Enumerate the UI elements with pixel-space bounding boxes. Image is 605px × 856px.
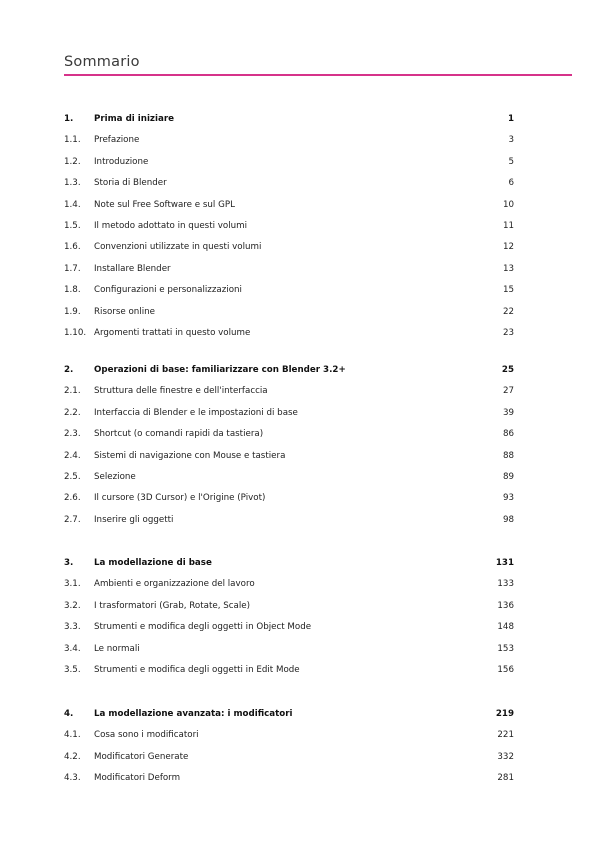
entry-number: 3.4. <box>64 643 81 654</box>
entry-page-number: 23 <box>502 328 514 338</box>
toc-entry[interactable] <box>64 728 514 742</box>
entry-title: Strumenti e modifica degli oggetti in Object Mode <box>94 622 312 633</box>
toc-entry[interactable] <box>64 449 514 463</box>
toc-entry[interactable] <box>64 326 514 340</box>
entry-number: 2.7. <box>64 514 81 525</box>
toc-entry[interactable] <box>64 406 514 420</box>
toc-entry[interactable] <box>64 262 514 276</box>
page-title: Sommario <box>64 54 140 70</box>
entry-number: 2.2. <box>64 407 81 418</box>
entry-title: Cosa sono i modificatori <box>94 730 199 741</box>
entry-page-number: 89 <box>502 472 514 482</box>
entry-number: 1.7. <box>64 263 81 274</box>
toc-entry[interactable] <box>64 155 514 169</box>
entry-title: Selezione <box>94 472 136 482</box>
toc-entry[interactable] <box>64 599 514 613</box>
entry-page-number: 93 <box>502 493 514 504</box>
entry-title: Interfaccia di Blender e le impostazioni di base <box>94 407 298 418</box>
section-page-number: 1 <box>507 114 514 124</box>
entry-page-number: 12 <box>502 242 514 253</box>
entry-number: 4.1. <box>64 730 81 741</box>
entry-number: 3.2. <box>64 600 81 611</box>
section-title: La modellazione di base <box>94 558 212 568</box>
toc-entry[interactable] <box>64 577 514 591</box>
entry-title: Le normali <box>94 643 140 654</box>
toc-entry[interactable] <box>64 470 514 484</box>
section-title: Prima di iniziare <box>94 114 175 124</box>
entry-page-number: 156 <box>497 665 514 675</box>
entry-page-number: 332 <box>497 751 514 762</box>
toc-entry[interactable] <box>64 750 514 764</box>
section-title: La modellazione avanzata: i modificatori <box>94 709 293 719</box>
toc-entry[interactable] <box>64 384 514 398</box>
entry-number: 2.3. <box>64 429 81 440</box>
entry-page-number: 13 <box>502 263 514 274</box>
toc-entry[interactable] <box>64 133 514 147</box>
entry-title: Ambienti e organizzazione del lavoro <box>94 579 255 590</box>
toc-entry[interactable] <box>64 642 514 656</box>
entry-number: 1.10. <box>64 328 87 338</box>
entry-title: Modificatori Generate <box>94 751 189 762</box>
entry-number: 1.6. <box>64 242 81 253</box>
entry-number: 3.1. <box>64 579 81 590</box>
entry-page-number: 22 <box>502 306 514 317</box>
toc-entry[interactable] <box>64 620 514 634</box>
entry-number: 3.5. <box>64 665 81 675</box>
section-number: 2. <box>64 365 74 375</box>
toc-section-heading[interactable] <box>64 707 514 721</box>
section-title: Operazioni di base: familiarizzare con Blender 3.2+ <box>94 365 346 375</box>
toc-section-heading[interactable] <box>64 363 514 377</box>
toc-entry[interactable] <box>64 219 514 233</box>
toc-entry[interactable] <box>64 663 514 677</box>
entry-number: 1.5. <box>64 221 81 231</box>
toc-entry[interactable] <box>64 240 514 254</box>
entry-number: 1.9. <box>64 306 81 317</box>
toc-entry[interactable] <box>64 198 514 212</box>
entry-title: Prefazione <box>94 135 140 146</box>
entry-title: Inserire gli oggetti <box>94 514 174 525</box>
entry-title: Introduzione <box>94 156 149 167</box>
entry-title: I trasformatori (Grab, Rotate, Scale) <box>94 600 250 611</box>
section-page-number: 25 <box>501 365 514 375</box>
section-page-number: 219 <box>495 709 514 719</box>
entry-page-number: 39 <box>502 407 514 418</box>
entry-page-number: 88 <box>502 450 514 461</box>
entry-number: 1.4. <box>64 199 81 210</box>
entry-title: Modificatori Deform <box>94 773 181 784</box>
toc-entry[interactable] <box>64 283 514 297</box>
section-page-number: 131 <box>495 558 514 568</box>
entry-page-number: 136 <box>497 600 514 611</box>
entry-title: Il cursore (3D Cursor) e l'Origine (Pivot) <box>94 493 266 504</box>
entry-title: Installare Blender <box>94 263 171 274</box>
section-number: 4. <box>64 709 74 719</box>
toc-entry[interactable] <box>64 176 514 190</box>
entry-title: Struttura delle finestre e dell'interfaccia <box>94 386 268 397</box>
toc-section-heading[interactable] <box>64 112 514 126</box>
entry-page-number: 10 <box>502 199 514 210</box>
entry-page-number: 221 <box>497 730 514 741</box>
entry-page-number: 98 <box>502 514 514 525</box>
entry-page-number: 11 <box>502 221 514 231</box>
toc-entry[interactable] <box>64 305 514 319</box>
title-underline <box>64 74 572 76</box>
entry-page-number: 15 <box>502 285 514 296</box>
entry-number: 1.2. <box>64 156 81 167</box>
entry-title: Sistemi di navigazione con Mouse e tastiera <box>94 450 286 461</box>
toc-entry[interactable] <box>64 513 514 527</box>
entry-page-number: 5 <box>508 156 514 167</box>
entry-page-number: 6 <box>508 178 514 189</box>
entry-title: Convenzioni utilizzate in questi volumi <box>94 242 262 253</box>
section-number: 3. <box>64 558 74 568</box>
entry-number: 2.1. <box>64 386 81 397</box>
entry-title: Configurazioni e personalizzazioni <box>94 285 242 296</box>
entry-number: 4.2. <box>64 751 81 762</box>
entry-page-number: 281 <box>497 773 514 784</box>
entry-page-number: 27 <box>502 386 514 397</box>
entry-number: 2.5. <box>64 472 81 482</box>
entry-title: Strumenti e modifica degli oggetti in Edit Mode <box>94 665 300 675</box>
toc-section-heading[interactable] <box>64 556 514 570</box>
entry-number: 1.1. <box>64 135 81 146</box>
entry-number: 2.6. <box>64 493 81 504</box>
toc-entry[interactable] <box>64 771 514 785</box>
entry-page-number: 133 <box>497 579 514 590</box>
entry-page-number: 3 <box>508 135 514 146</box>
entry-number: 3.3. <box>64 622 81 633</box>
entry-page-number: 153 <box>497 643 514 654</box>
entry-title: Il metodo adottato in questi volumi <box>94 221 248 231</box>
entry-number: 1.3. <box>64 178 81 189</box>
entry-number: 4.3. <box>64 773 81 784</box>
entry-title: Shortcut (o comandi rapidi da tastiera) <box>94 429 264 440</box>
section-number: 1. <box>64 114 74 124</box>
entry-title: Note sul Free Software e sul GPL <box>94 199 235 210</box>
entry-page-number: 148 <box>497 622 514 633</box>
toc-entry[interactable] <box>64 427 514 441</box>
entry-title: Argomenti trattati in questo volume <box>94 328 251 338</box>
entry-title: Risorse online <box>94 306 155 317</box>
entry-page-number: 86 <box>502 429 514 440</box>
entry-number: 1.8. <box>64 285 81 296</box>
entry-title: Storia di Blender <box>94 178 167 189</box>
toc-entry[interactable] <box>64 491 514 505</box>
entry-number: 2.4. <box>64 450 81 461</box>
